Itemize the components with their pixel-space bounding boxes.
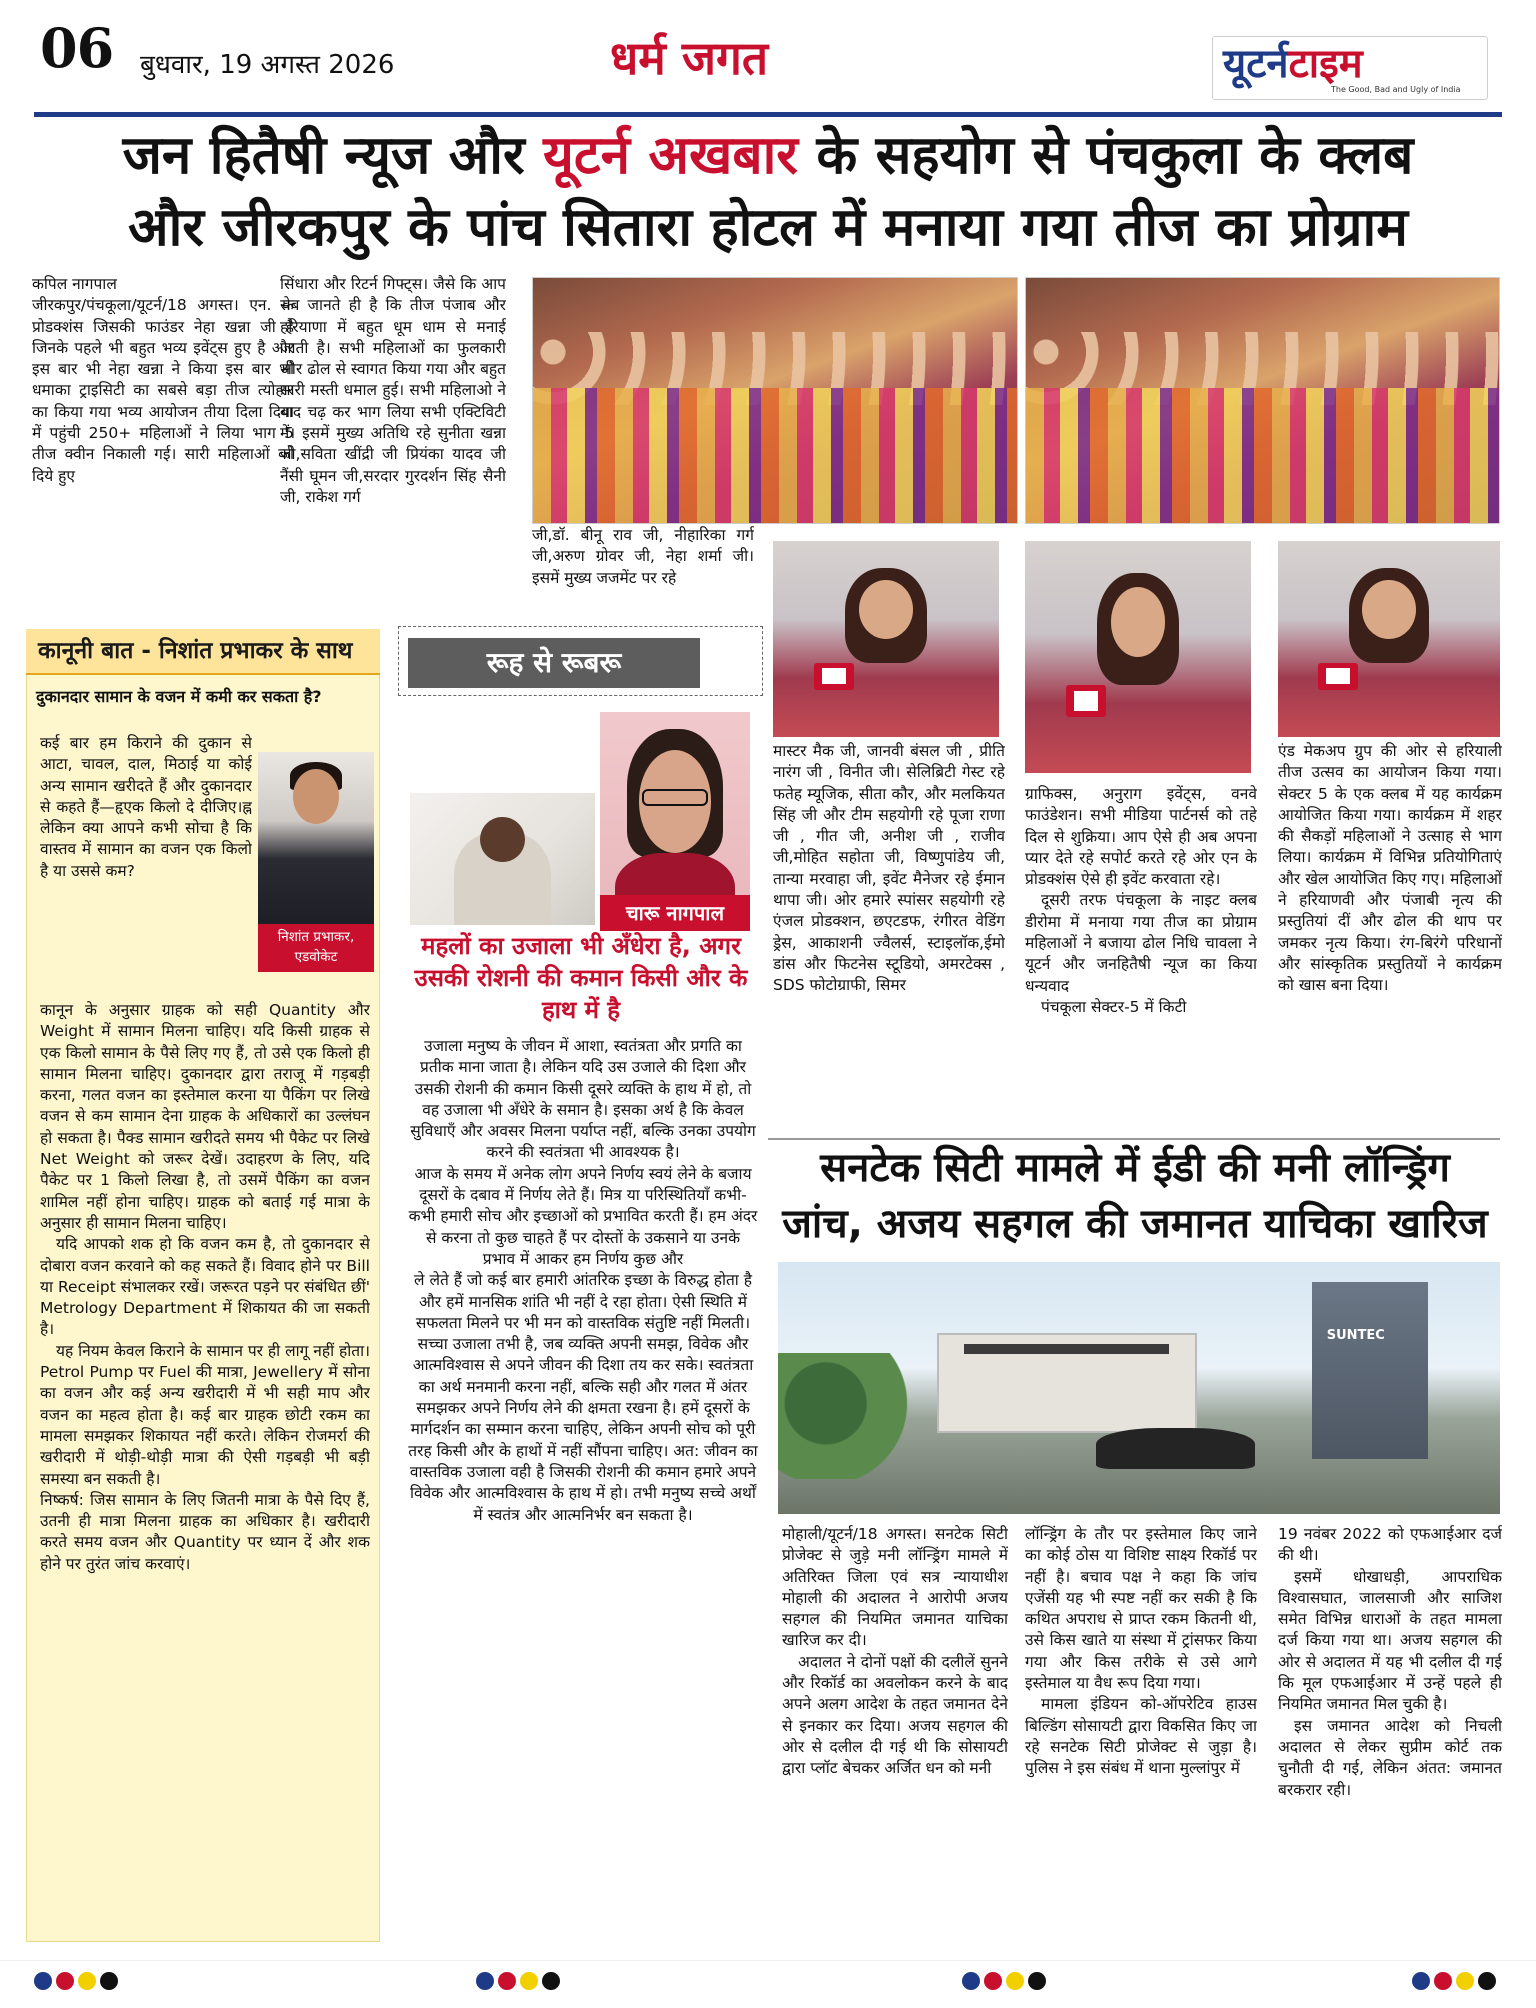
teej-paragraph: जीरकपुर/पंचकूला/यूटर्न/18 अगस्त। एन. के प्रोडक्शंस जिसकी फाउंडर नेहा खन्ना जी है जिनके पहले भी बहुत भव्य इवेंट्स हुए है और इस बार भी नेहा खन्ना ने किया इस बार भी धमाका ट्राइसिटी का सबसे बड़ा तीज त्योहार का किया गया भव्य आयोजन तीया दिला दिया में पहुंची 250+ महिलाओं ने लिया भाग 5 तीज क्वीन निकाली गई। सारी महिलाओं को दिये हुए [32, 296, 294, 485]
registration-dot [56, 1972, 74, 1990]
logo-word-uturn: यूटर्न [1223, 41, 1289, 87]
teej-paragraph: मास्टर मैक जी, जानवी बंसल जी , प्रीति नारंग जी , विनीत जी। सेलिब्रिटी गेस्ट रहे फतेह म्यूजिक, सीता कौर, और मलकियत सिंह जी और टीम सहयोगी रहे पूजा राणा जी , गीत जी, अनीश जी , राजीव जी,मोहित सहोता जी, विष्णुपांडेय जी, तान्या मरवाहा जी, इवेंट मैनेजर रहे ईमान थापा जी। ओर हमारे स्पांसर सहयोगी रहे एंजल प्रोडक्शन, छएटडफ, रंगीरत वेडिंग ड्रेस, आकाशनी ज्वैलर्स, स्टाइलॉक,ईमो डांस और फिटनेस स्टूडियो, अमरटेक्स , SDS फोटोग्राफी, सिमर [773, 742, 1005, 995]
registration-dot [1006, 1972, 1024, 1990]
registration-dot [78, 1972, 96, 1990]
registration-dots-center [476, 1972, 560, 1990]
registration-dot [1412, 1972, 1430, 1990]
law-paragraph: यह नियम केवल किराने के सामान पर ही लागू नहीं होता। Petrol Pump पर Fuel की मात्रा, Jewellery में सोना का वजन और कई अन्य खरीदारी में भी सही माप और वजन का महत्व होता है। कई बार ग्राहक छोटी रकम का मामला समझकर शिकायत नहीं करते। लेकिन रोजमर्रा की खरीदारी में थोड़ी-थोड़ी मात्रा की ऐसी गड़बड़ी भी बड़ी समस्या बन सकती है। [40, 1341, 370, 1488]
issue-date: बुधवार, 19 अगस्त 2026 [140, 50, 395, 80]
law-column-title: कानूनी बात - निशांत प्रभाकर के साथ [38, 638, 353, 664]
teej-column-1 [32, 274, 294, 604]
registration-dot [34, 1972, 52, 1990]
lawyer-name: निशांत प्रभाकर, [277, 929, 355, 945]
teej-photo-dance [532, 277, 1018, 524]
teej-column-4 [773, 741, 1005, 1126]
registration-dot [476, 1972, 494, 1990]
interview-photo-2 [1025, 541, 1251, 773]
teej-column-6 [1278, 741, 1502, 1126]
suntec-column-1 [782, 1524, 1008, 1944]
logo-wordmark [1223, 39, 1363, 89]
law-body [40, 1000, 370, 1935]
teej-column-3 [532, 525, 754, 605]
rooh-column-title: रूह से रूबरू [408, 638, 700, 688]
lawyer-caption [258, 924, 374, 972]
headline-part-b: के सहयोग से पंचकुला के क्लब [798, 125, 1414, 186]
suntec-paragraph: इस जमानत आदेश को निचली अदालत से लेकर सुप्रीम कोर्ट तक चुनौती दी गई, लेकिन अंतत: जमानत बरकरार रही। [1278, 1716, 1502, 1799]
pensive-girl-photo [410, 793, 595, 925]
registration-dot [984, 1972, 1002, 1990]
teej-paragraph: जी,डॉ. बीनू राव जी, नीहारिका गर्ग जी,अरुण ग्रोवर जी, नेहा शर्मा जी। इसमें मुख्य जजमेंट पर रहे [532, 526, 754, 587]
suntec-paragraph: मोहाली/यूटर्न/18 अगस्त। सनटेक सिटी प्रोजेक्ट से जुड़े मनी लॉन्ड्रिंग मामले में अतिरिक्त जिला एवं सत्र न्यायाधीश मोहाली की अदालत ने आरोपी अजय सहगल की नियमित जमानत याचिका खारिज कर दी। [782, 1525, 1008, 1650]
teej-byline: कपिल नागपाल [32, 275, 117, 293]
author-photo [600, 712, 750, 925]
law-intro-text: कई बार हम किराने की दुकान से आटा, चावल, दाल, मिठाई या कोई अन्य सामान खरीदते हैं और दुकानदार से कहते हैं—हृएक किलो दे दीजिए।ह्न लेकिन क्या आपने कभी सोचा है कि वास्तव में सामान का वजन एक किलो है या उससे कम? [40, 734, 252, 880]
law-paragraph: यदि आपको शक हो कि वजन कम है, तो दुकानदार से दोबारा वजन करवाने को कह सकते हैं। विवाद होने पर Bill या Receipt संभालकर रखें। जरूरत पड़ने पर संबंधित छीं' Metrology Department में शिकायत की जा सकती है। [40, 1235, 370, 1339]
logo-word-time: टाइम [1288, 41, 1363, 87]
registration-dot [1028, 1972, 1046, 1990]
header-rule [34, 112, 1502, 117]
rooh-paragraph: उजाला मनुष्य के जीवन में आशा, स्वतंत्रता और प्रगति का प्रतीक माना जाता है। लेकिन यदि उस उजाले की दिशा और उसकी रोशनी की कमान किसी दूसरे व्यक्ति के हाथ में हो, तो वह उजाला भी अँधेरे के समान है। इसका अर्थ है कि केवल सुविधाएँ और अवसर मिलना पर्याप्त नहीं, बल्कि उनका उपयोग करने की स्वतंत्रता भी आवश्यक है। [410, 1037, 756, 1162]
teej-paragraph: एंड मेकअप ग्रुप की ओर से हरियाली तीज उत्सव का आयोजन किया गया। सेक्टर 5 के एक क्लब में यह कार्यक्रम आयोजित किया गया। कार्यक्रम में शहर की सैकड़ों महिलाओं ने उत्साह से भाग लिया। कार्यक्रम में विभिन्न प्रतियोगिताएं और खेल आयोजित किए गए। महिलाओं ने हरियाणवी और पंजाबी नृत्य की प्रस्तुतियां दीं और ढोल की थाप पर जमकर नृत्य किया। रंग-बिरंगे परिधानों और सांस्कृतिक प्रस्तुतियों ने कार्यक्रम को खास बना दिया। [1278, 742, 1502, 995]
lawyer-photo [258, 752, 374, 924]
registration-dots-center-right [962, 1972, 1046, 1990]
registration-dots-right [1412, 1972, 1496, 1990]
suntec-paragraph: मामला इंडियन को-ऑपरेटिव हाउस बिल्डिंग सोसायटी द्वारा विकसित किए जा रहे सनटेक सिटी प्रोजेक्ट से जुड़ा है। पुलिस ने इस संबंध में थाना मुल्लांपुर में [1025, 1695, 1257, 1778]
registration-dots-left [34, 1972, 118, 1990]
suntec-photo-logo: SUNTEC [1326, 1327, 1385, 1343]
teej-paragraph: दूसरी तरफ पंचकूला के नाइट क्लब डीरोमा में मनाया गया तीज का प्रोग्राम महिलाओं ने बजाया ढोल निधि चावला ने यूटर्न और जनहितैषी न्यूज का किया धन्यवाद [1025, 891, 1257, 995]
main-headline-line-2: और जीरकपुर के पांच सितारा होटल में मनाया गया तीज का प्रोग्राम [128, 197, 1408, 258]
headline-highlight: यूटर्न अखबार [543, 125, 798, 186]
rooh-headline: महलों का उजाला भी अँधेरा है, अगर उसकी रोशनी की कमान किसी और के हाथ में है [414, 932, 748, 1024]
teej-column-2 [280, 274, 506, 604]
suntec-column-3 [1278, 1524, 1502, 1944]
registration-dot [1434, 1972, 1452, 1990]
law-question: दुकानदार सामान के वजन में कमी कर सकता है? [36, 687, 322, 706]
teej-paragraph: पंचकूला सेक्टर-5 में किटी [1041, 997, 1187, 1016]
registration-dot [1456, 1972, 1474, 1990]
footer-rule [0, 1960, 1536, 1961]
suntec-paragraph: इसमें धोखाधड़ी, आपराधिक विश्वासघात, जालसाजी और साजिश समेत विभिन्न धाराओं के तहत मामला दर्ज किया गया था। अजय सहगल की ओर से अदालत में यह भी दलील दी गई कि मूल एफआईआर में उन्हें पहले ही नियमित जमानत मिल चुकी है। [1278, 1567, 1502, 1714]
law-column-header [26, 629, 380, 675]
teej-column-5 [1025, 784, 1257, 1124]
masthead-logo [1212, 36, 1488, 100]
suntec-city-photo [778, 1262, 1500, 1514]
lawyer-role: एडवोकेट [294, 949, 338, 965]
rooh-paragraph: आज के समय में अनेक लोग अपने निर्णय स्वयं लेने के बजाय दूसरों के दबाव में निर्णय लेते हैं। मित्र या परिस्थितियाँ कभी-कभी हमारी सोच और इच्छाओं को प्रभावित करती हैं। हम अंदर से करना तो कुछ चाहते हैं पर दोस्तों के उकसाने या उनके प्रभाव में आकर हम निर्णय कुछ और [408, 1164, 758, 1268]
teej-paragraph: सिंधारा और रिटर्न गिफ्ट्स। जैसे कि आप सब जानते ही है कि तीज पंजाब और हरियाणा में बहुत धूम धाम से मनाई जाती है। सभी महिलाओं का फुलकारी और ढोल से स्वागत किया गया और बहुत सारी मस्ती धमाल हुई। सभी महिलाओ ने बाद चढ़ कर भाग लिया सभी एक्टिविटी में। इसमें मुख्य अतिथि रहे सुनीता खन्ना जी,सविता खींद्री जी प्रियंका यादव जी नैंसी घूमन जी,सरदार गुरदर्शन सिंह सैनी जी, राकेश गर्ग [280, 275, 506, 506]
suntec-paragraph: 19 नवंबर 2022 को एफआईआर दर्ज की थी। [1278, 1525, 1502, 1565]
suntec-column-2 [1025, 1524, 1257, 1944]
headline-part-a: जन हितैषी न्यूज और [122, 125, 544, 186]
teej-paragraph: ग्राफिक्स, अनुराग इवेंट्स, वनवे फाउंडेशन। सभी मीडिया पार्टनर्स को तहे दिल से शुक्रिया। आप ऐसे ही अब अपना प्यार देते रहे सपोर्ट करते रहे ओर एन के प्रोडक्शंस ऐसे ही इवेंट करवाता रहे। [1025, 785, 1257, 889]
suntec-headline-line-2: जांच, अजय सहगल की जमानत याचिका खारिज [782, 1201, 1488, 1247]
registration-dot [542, 1972, 560, 1990]
registration-dot [962, 1972, 980, 1990]
interview-photo-1 [773, 541, 999, 737]
suntec-paragraph: लॉन्ड्रिंग के तौर पर इस्तेमाल किए जाने का कोई ठोस या विशिष्ट साक्ष्य रिकॉर्ड पर नहीं है। बचाव पक्ष ने कहा कि जांच एजेंसी यह भी स्पष्ट नहीं कर सकी है कि कथित अपराध से प्राप्त रकम कितनी थी, उसे किस खाते या संस्था में ट्रांसफर किया गया और किस तरीके से उसे आगे इस्तेमाल या वैध रूप दिया गया। [1025, 1525, 1257, 1693]
teej-photo-group [1025, 277, 1500, 524]
page-number: 06 [40, 16, 114, 80]
section-title: धर्म जगत [610, 31, 769, 85]
registration-dot [498, 1972, 516, 1990]
main-headline-line-1 [0, 124, 1536, 188]
law-intro [40, 733, 252, 998]
author-name: चारू नागपाल [600, 895, 750, 931]
law-paragraph: निष्कर्ष: जिस सामान के लिए जितनी मात्रा के पैसे दिए हैं, उतनी ही मात्रा मिलना ग्राहक का अधिकार है। खरीदारी करते समय वजन और Quantity पर ध्यान दें और शक होने पर तुरंत जांच करवाएं। [40, 1490, 370, 1573]
law-paragraph: कानून के अनुसार ग्राहक को सही Quantity और Weight में सामान मिलना चाहिए। यदि किसी ग्राहक से एक किलो सामान के पैसे लिए गए हैं, तो उसे एक किलो ही सामान मिलना चाहिए। दुकानदार द्वारा तराजू में गड़बड़ी करना, गलत वजन का इस्तेमाल करना या पैकिंग पर लिखे वजन से कम सामान देना ग्राहक के अधिकारों का उल्लंघन हो सकता है। पैक्ड सामान खरीदते समय भी पैकेट पर लिखे Net Weight को जरूर देखें। उदाहरण के लिए, यदि पैकेट पर 1 किलो लिखा है, तो उसमें पैकिंग का वजन शामिल नहीं होना चाहिए। ग्राहक को बताई गई मात्रा के अनुसार ही सामान मिलना चाहिए। [40, 1001, 370, 1232]
interview-photo-3 [1278, 541, 1500, 737]
registration-dot [1478, 1972, 1496, 1990]
rooh-paragraph: ले लेते हैं जो कई बार हमारी आंतरिक इच्छा के विरुद्ध होता है और हमें मानसिक शांति भी नहीं दे रहा होता। ऐसी स्थिति में सफलता मिलने पर भी मन को वास्तविक संतुष्टि नहीं मिलती। सच्चा उजाला तभी है, जब व्यक्ति अपनी समझ, विवेक और आत्मविश्वास से अपने जीवन की दिशा तय कर सके। स्वतंत्रता का अर्थ मनमानी करना नहीं, बल्कि सही और गलत में अंतर समझकर अपने निर्णय लेने की क्षमता रखना है। हमें दूसरों के मार्गदर्शन का सम्मान करना चाहिए, लेकिन अपनी सोच को पूरी तरह किसी और के हाथों में नहीं सौंपना चाहिए। अत: जीवन का वास्तविक उजाला वही है जिसकी रोशनी की कमान हमारे अपने विवेक और आत्मविश्वास के हाथ में हो। तभी मनुष्य सच्चे अर्थों में स्वतंत्र और आत्मनिर्भर बन सकता है। [408, 1271, 758, 1524]
registration-dot [520, 1972, 538, 1990]
rooh-body [408, 1036, 758, 1936]
suntec-headline-line-1: सनटेक सिटी मामले में ईडी की मनी लॉन्ड्रिंग [820, 1145, 1450, 1191]
registration-dot [100, 1972, 118, 1990]
logo-tagline: The Good, Bad and Ugly of India [1331, 85, 1461, 94]
suntec-paragraph: अदालत ने दोनों पक्षों की दलीलें सुनने और रिकॉर्ड का अवलोकन करने के बाद अपने अलग आदेश के तहत जमानत देने से इनकार कर दिया। अजय सहगल की ओर से दलील दी गई थी कि सोसायटी द्वारा प्लॉट बेचकर अर्जित धन को मनी [782, 1652, 1008, 1778]
